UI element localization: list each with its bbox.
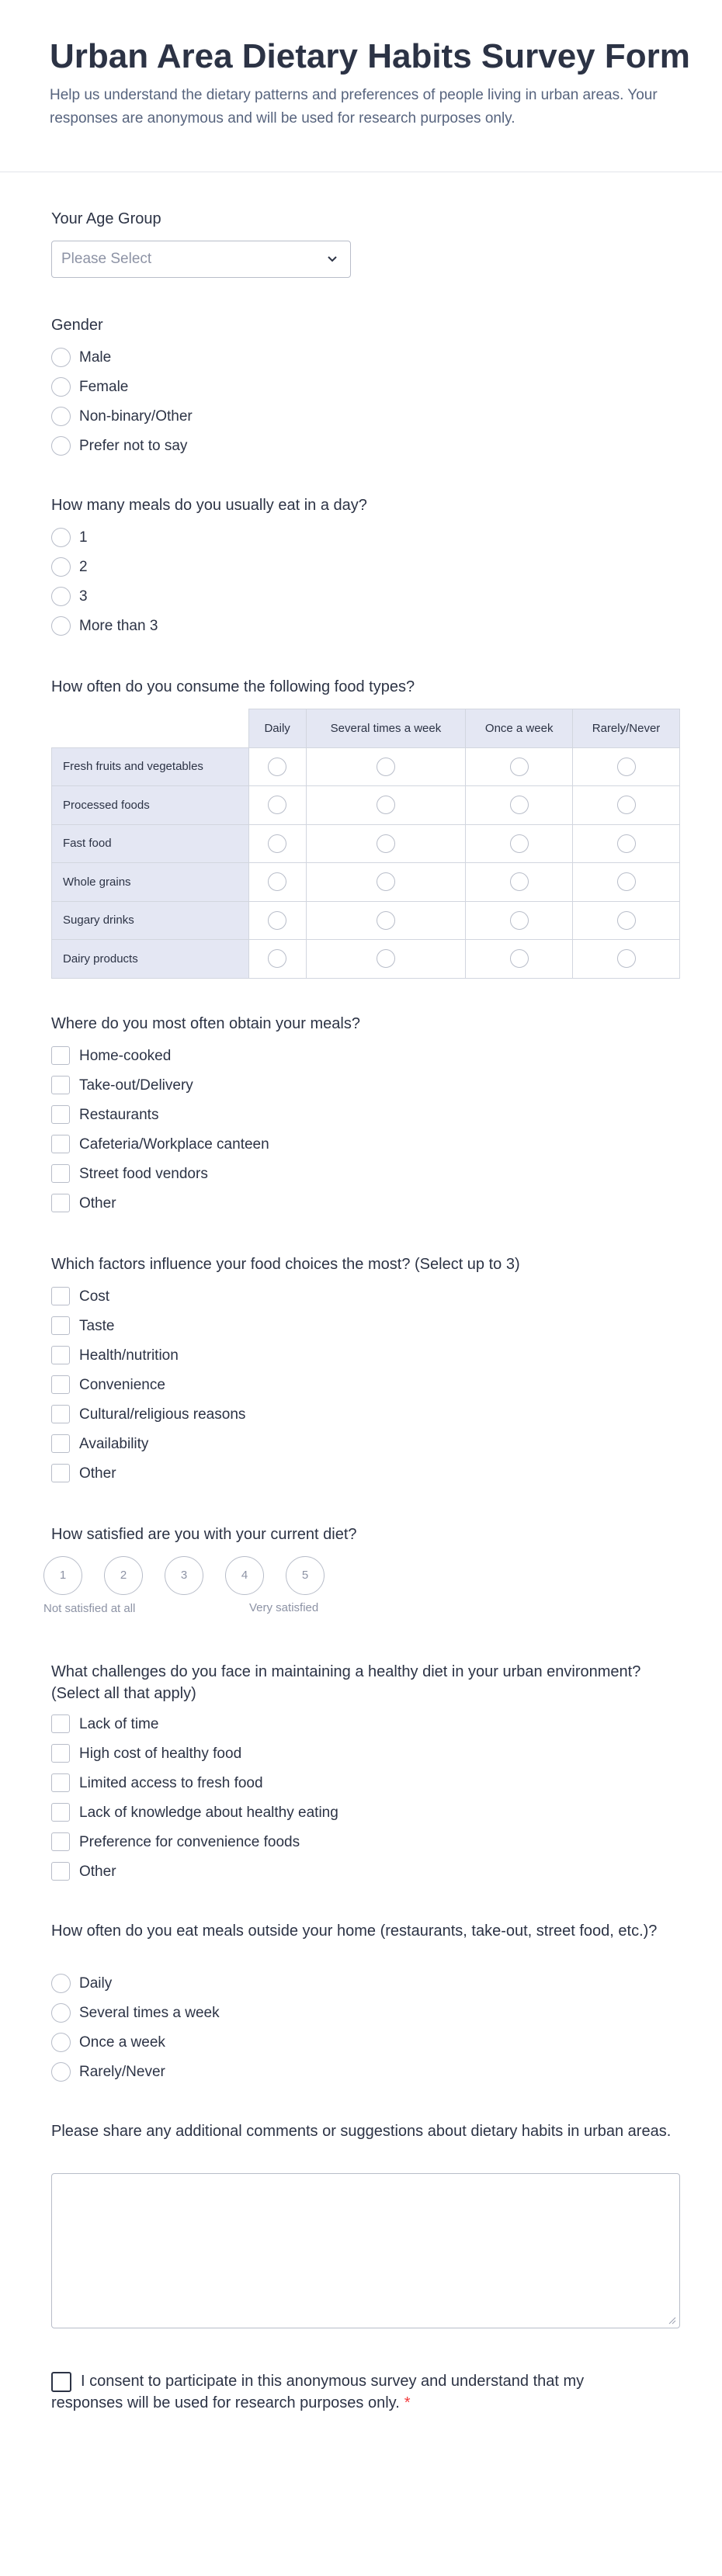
option-label: 1 bbox=[79, 529, 88, 546]
option-label: High cost of healthy food bbox=[79, 1746, 242, 1762]
factor-option[interactable] bbox=[51, 1402, 595, 1426]
question-comments bbox=[51, 2120, 688, 2142]
radio-button[interactable] bbox=[51, 2003, 71, 2023]
option-label: Several times a week bbox=[79, 2005, 220, 2021]
option-label: Daily bbox=[79, 1975, 113, 1992]
matrix-radio[interactable] bbox=[377, 758, 395, 776]
scale-option-3[interactable]: 3 bbox=[165, 1556, 203, 1595]
gender-option[interactable] bbox=[51, 345, 595, 369]
consent-label bbox=[51, 2370, 641, 2414]
meals-option[interactable] bbox=[51, 614, 595, 637]
matrix-row-header: Processed foods bbox=[52, 786, 249, 825]
option-label: 2 bbox=[79, 559, 88, 575]
option-label: Other bbox=[79, 1195, 116, 1212]
option-label: Male bbox=[79, 349, 112, 366]
question-label: Gender bbox=[51, 317, 103, 334]
radio-button[interactable] bbox=[51, 616, 71, 636]
question-label: Please share any additional comments or suggestions about dietary habits in urban areas. bbox=[51, 2123, 672, 2140]
meals-option[interactable] bbox=[51, 584, 595, 608]
resize-grip-icon[interactable] bbox=[668, 2317, 676, 2325]
checkbox[interactable] bbox=[51, 1832, 70, 1851]
matrix-radio[interactable] bbox=[377, 872, 395, 891]
matrix-column-header: Several times a week bbox=[306, 709, 466, 748]
scale-option-1[interactable]: 1 bbox=[43, 1556, 82, 1595]
scale-option-4[interactable]: 4 bbox=[225, 1556, 264, 1595]
matrix-radio[interactable] bbox=[377, 949, 395, 968]
question-meal-source bbox=[51, 1013, 688, 1212]
checkbox[interactable] bbox=[51, 1046, 70, 1065]
question-age-group bbox=[51, 208, 688, 267]
option-label: Female bbox=[79, 379, 129, 395]
checkbox[interactable] bbox=[51, 1405, 70, 1423]
option-label: Take-out/Delivery bbox=[79, 1077, 193, 1094]
checkbox[interactable] bbox=[51, 1714, 70, 1733]
radio-button[interactable] bbox=[51, 528, 71, 547]
gender-option[interactable] bbox=[51, 404, 595, 428]
matrix-radio[interactable] bbox=[617, 758, 636, 776]
meal-source-option[interactable] bbox=[51, 1103, 595, 1126]
form-header bbox=[0, 0, 722, 172]
checkbox[interactable] bbox=[51, 1194, 70, 1212]
matrix-row-header: Fresh fruits and vegetables bbox=[52, 747, 249, 786]
radio-button[interactable] bbox=[51, 436, 71, 456]
meal-source-option[interactable] bbox=[51, 1191, 595, 1215]
scale-low-label: Not satisfied at all bbox=[43, 1602, 136, 1615]
option-label: Other bbox=[79, 1465, 116, 1482]
question-challenges bbox=[51, 1661, 688, 1880]
matrix-radio[interactable] bbox=[268, 911, 286, 930]
consent-text: I consent to participate in this anonymous survey and understand that my responses will be used for research purposes only. bbox=[51, 2373, 585, 2411]
meal-source-option[interactable] bbox=[51, 1162, 595, 1185]
gender-option[interactable] bbox=[51, 434, 595, 457]
matrix-row bbox=[52, 940, 680, 979]
checkbox[interactable] bbox=[51, 1862, 70, 1881]
option-label: Health/nutrition bbox=[79, 1347, 179, 1364]
checkbox[interactable] bbox=[51, 1346, 70, 1364]
option-label: Street food vendors bbox=[79, 1166, 208, 1182]
matrix-corner bbox=[52, 709, 249, 748]
factor-option[interactable] bbox=[51, 1343, 595, 1367]
matrix-row-header: Whole grains bbox=[52, 863, 249, 902]
checkbox[interactable] bbox=[51, 1105, 70, 1124]
matrix-radio[interactable] bbox=[268, 872, 286, 891]
question-food-frequency bbox=[51, 676, 688, 966]
question-label: Where do you most often obtain your meals? bbox=[51, 1015, 360, 1032]
scale-option-2[interactable]: 2 bbox=[104, 1556, 143, 1595]
required-asterisk: * bbox=[404, 2394, 411, 2411]
question-label: What challenges do you face in maintaining a healthy diet in your urban environment? (Select all that apply) bbox=[51, 1663, 641, 1702]
matrix-radio[interactable] bbox=[510, 758, 529, 776]
gender-option[interactable] bbox=[51, 375, 595, 398]
radio-button[interactable] bbox=[51, 2062, 71, 2082]
option-label: Cost bbox=[79, 1288, 110, 1305]
question-label: How many meals do you usually eat in a day? bbox=[51, 497, 367, 514]
consent-checkbox[interactable] bbox=[51, 2372, 71, 2392]
option-label: Lack of knowledge about healthy eating bbox=[79, 1805, 338, 1821]
matrix-radio[interactable] bbox=[617, 911, 636, 930]
meal-source-option[interactable] bbox=[51, 1044, 595, 1067]
factor-option[interactable] bbox=[51, 1314, 595, 1337]
matrix-radio[interactable] bbox=[268, 796, 286, 814]
matrix-radio[interactable] bbox=[617, 872, 636, 891]
satisfaction-scale bbox=[43, 1556, 370, 1649]
question-choice-factors bbox=[51, 1253, 688, 1482]
question-label: Which factors influence your food choices the most? (Select up to 3) bbox=[51, 1256, 520, 1273]
matrix-radio[interactable] bbox=[377, 911, 395, 930]
checkbox[interactable] bbox=[51, 1773, 70, 1792]
matrix-radio[interactable] bbox=[510, 949, 529, 968]
challenge-option[interactable] bbox=[51, 1771, 595, 1794]
checkbox[interactable] bbox=[51, 1164, 70, 1183]
matrix-column-header: Rarely/Never bbox=[573, 709, 680, 748]
question-eating-out bbox=[51, 1920, 688, 2080]
matrix-row bbox=[52, 786, 680, 825]
checkbox[interactable] bbox=[51, 1316, 70, 1335]
meal-source-option[interactable] bbox=[51, 1073, 595, 1097]
option-label: Home-cooked bbox=[79, 1048, 172, 1064]
matrix-radio[interactable] bbox=[617, 949, 636, 968]
factor-option[interactable] bbox=[51, 1432, 595, 1455]
eating-out-option[interactable] bbox=[51, 2060, 595, 2083]
age-group-select[interactable] bbox=[51, 241, 351, 278]
matrix-radio[interactable] bbox=[510, 796, 529, 814]
challenge-option[interactable] bbox=[51, 1712, 595, 1735]
radio-button[interactable] bbox=[51, 557, 71, 577]
question-gender bbox=[51, 314, 688, 454]
checkbox[interactable] bbox=[51, 1434, 70, 1453]
option-label: Preference for convenience foods bbox=[79, 1834, 300, 1850]
option-label: Cafeteria/Workplace canteen bbox=[79, 1136, 269, 1153]
checkbox[interactable] bbox=[51, 1744, 70, 1763]
option-label: Lack of time bbox=[79, 1716, 159, 1732]
challenge-option[interactable] bbox=[51, 1801, 595, 1824]
question-meals-per-day bbox=[51, 494, 688, 634]
option-label: Other bbox=[79, 1864, 116, 1880]
eating-out-option[interactable] bbox=[51, 2030, 595, 2054]
question-satisfaction bbox=[43, 1524, 688, 1615]
meals-option[interactable] bbox=[51, 555, 595, 578]
matrix-column-header: Daily bbox=[248, 709, 306, 748]
challenge-option[interactable] bbox=[51, 1860, 595, 1883]
checkbox[interactable] bbox=[51, 1076, 70, 1094]
radio-button[interactable] bbox=[51, 1974, 71, 1993]
checkbox[interactable] bbox=[51, 1135, 70, 1153]
question-label: How often do you eat meals outside your home (restaurants, take-out, street food, etc.)? bbox=[51, 1922, 658, 1940]
matrix-column-header: Once a week bbox=[466, 709, 573, 748]
checkbox[interactable] bbox=[51, 1375, 70, 1394]
radio-button[interactable] bbox=[51, 407, 71, 426]
option-label: Limited access to fresh food bbox=[79, 1775, 263, 1791]
option-label: Restaurants bbox=[79, 1107, 159, 1123]
checkbox[interactable] bbox=[51, 1287, 70, 1305]
select-placeholder: Please Select bbox=[61, 251, 152, 267]
matrix-radio[interactable] bbox=[377, 796, 395, 814]
option-label: 3 bbox=[79, 588, 88, 605]
matrix-row bbox=[52, 747, 680, 786]
matrix-row bbox=[52, 901, 680, 940]
scale-high-label: Very satisfied bbox=[249, 1601, 319, 1614]
chevron-down-icon bbox=[325, 251, 339, 265]
matrix-row bbox=[52, 824, 680, 863]
option-label: Cultural/religious reasons bbox=[79, 1406, 246, 1423]
option-label: Taste bbox=[79, 1318, 115, 1334]
matrix-radio[interactable] bbox=[268, 834, 286, 853]
matrix-radio[interactable] bbox=[617, 796, 636, 814]
option-label: Once a week bbox=[79, 2034, 165, 2051]
option-label: Availability bbox=[79, 1436, 149, 1452]
question-label: How often do you consume the following food types? bbox=[51, 678, 415, 695]
radio-button[interactable] bbox=[51, 2033, 71, 2052]
radio-button[interactable] bbox=[51, 587, 71, 606]
question-label: Your Age Group bbox=[51, 210, 161, 227]
meals-option[interactable] bbox=[51, 525, 595, 549]
question-label: How satisfied are you with your current diet? bbox=[51, 1526, 357, 1543]
checkbox[interactable] bbox=[51, 1803, 70, 1822]
matrix-radio[interactable] bbox=[510, 911, 529, 930]
radio-button[interactable] bbox=[51, 377, 71, 397]
matrix-row-header: Sugary drinks bbox=[52, 901, 249, 940]
consent-field bbox=[51, 2370, 641, 2414]
option-label: Rarely/Never bbox=[79, 2064, 165, 2080]
eating-out-option[interactable] bbox=[51, 2001, 595, 2024]
matrix-radio[interactable] bbox=[510, 872, 529, 891]
comments-textarea[interactable] bbox=[51, 2173, 680, 2328]
meal-source-option[interactable] bbox=[51, 1132, 595, 1156]
matrix-row-header: Dairy products bbox=[52, 940, 249, 979]
challenge-option[interactable] bbox=[51, 1830, 595, 1853]
matrix-radio[interactable] bbox=[617, 834, 636, 853]
checkbox[interactable] bbox=[51, 1464, 70, 1482]
radio-button[interactable] bbox=[51, 348, 71, 367]
matrix-radio[interactable] bbox=[268, 949, 286, 968]
option-label: Prefer not to say bbox=[79, 438, 188, 454]
form-description: Help us understand the dietary patterns and preferences of people living in urban areas. Your responses are anonymous and will be used for research purposes only. bbox=[50, 87, 658, 127]
option-label: Convenience bbox=[79, 1377, 165, 1393]
factor-option[interactable] bbox=[51, 1285, 595, 1308]
matrix-radio[interactable] bbox=[510, 834, 529, 853]
factor-option[interactable] bbox=[51, 1461, 595, 1485]
option-label: Non-binary/Other bbox=[79, 408, 193, 425]
factor-option[interactable] bbox=[51, 1373, 595, 1396]
matrix-row bbox=[52, 863, 680, 902]
challenge-option[interactable] bbox=[51, 1742, 595, 1765]
matrix-radio[interactable] bbox=[377, 834, 395, 853]
matrix-row-header: Fast food bbox=[52, 824, 249, 863]
frequency-matrix bbox=[51, 709, 680, 979]
option-label: More than 3 bbox=[79, 618, 158, 634]
form-title: Urban Area Dietary Habits Survey Form bbox=[50, 37, 690, 75]
eating-out-option[interactable] bbox=[51, 1971, 595, 1995]
scale-option-5[interactable]: 5 bbox=[286, 1556, 325, 1595]
matrix-radio[interactable] bbox=[268, 758, 286, 776]
